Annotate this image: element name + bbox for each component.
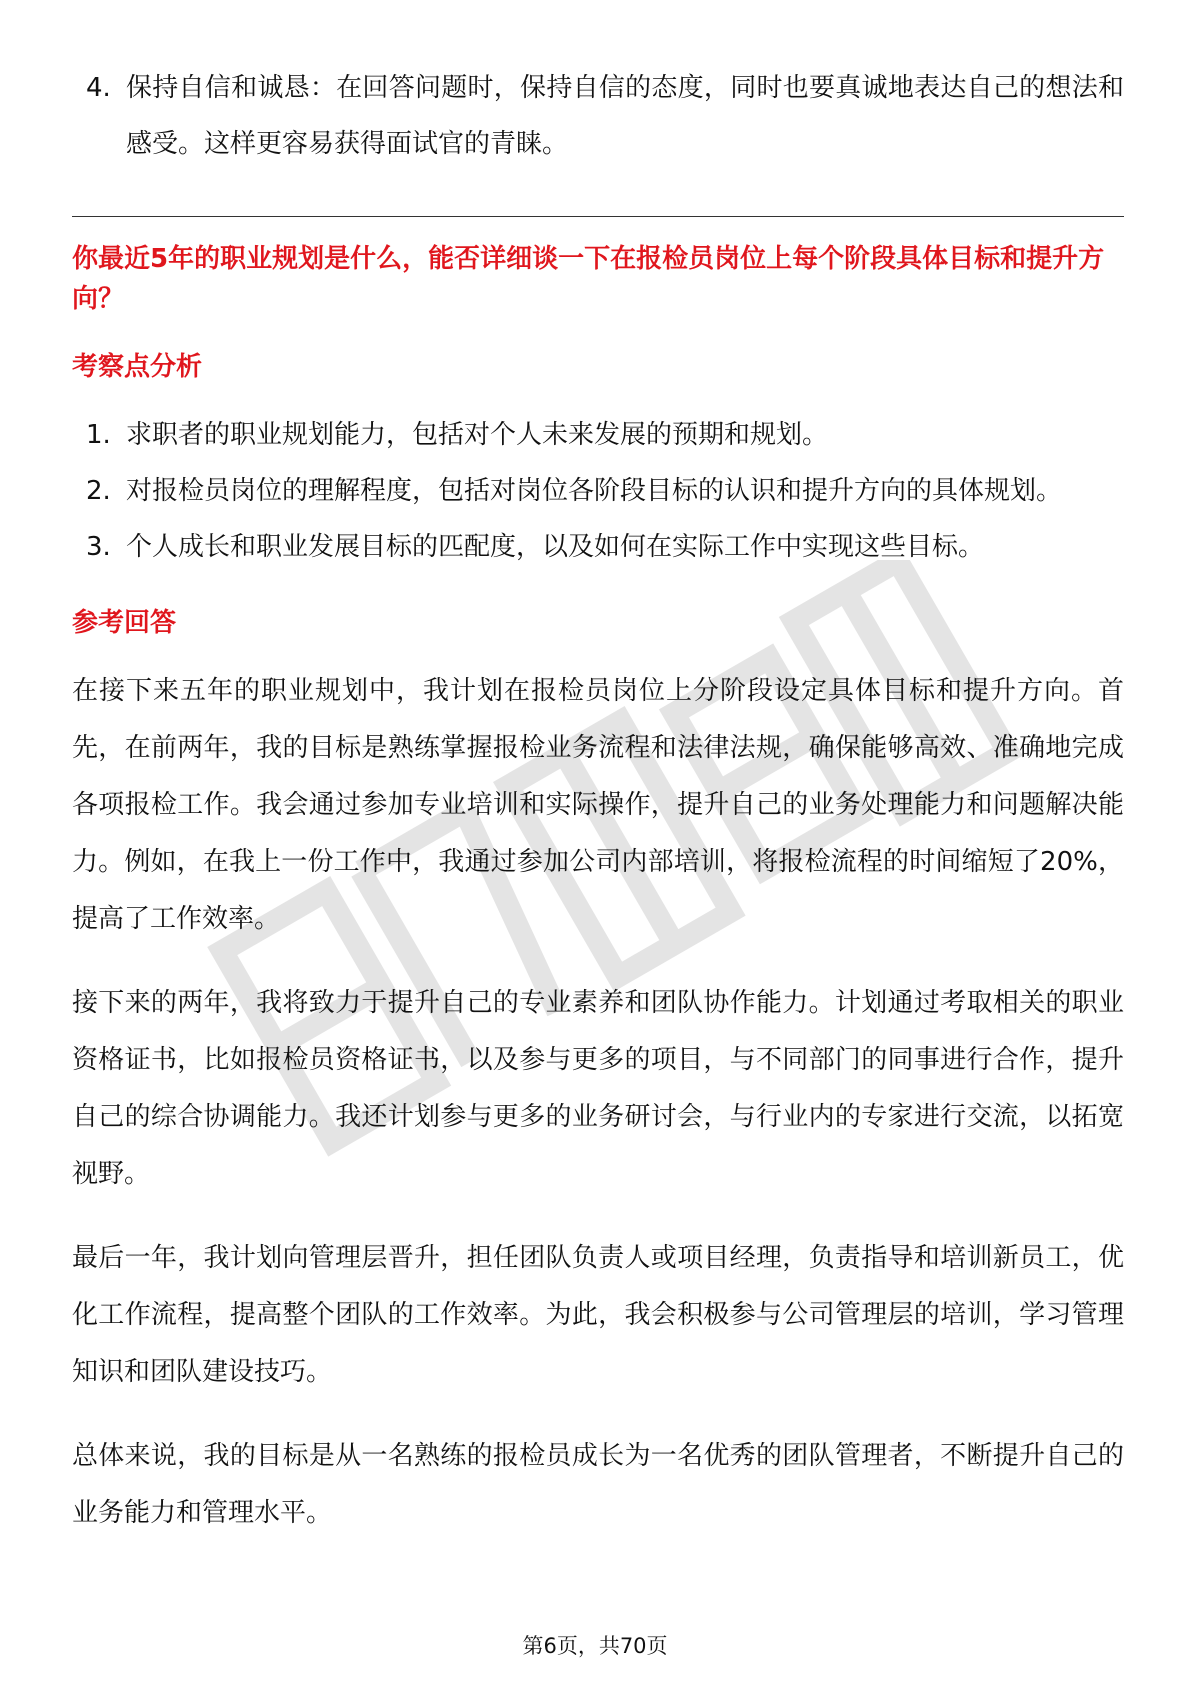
analysis-list [72,407,1124,575]
analysis-heading: 考察点分析 [72,352,203,382]
answer-heading: 参考回答 [72,608,177,638]
list-item [72,60,1124,172]
page-content [72,60,1124,1542]
section-divider [72,216,1124,217]
list-item-text: 求职者的职业规划能力，包括对个人未来发展的预期和规划。 [126,420,829,450]
answer-paragraph-4: 总体来说，我的目标是从一名熟练的报检员成长为一名优秀的团队管理者，不断提升自己的业务能力和管理水平。 [72,1441,1124,1528]
list-item-text: 保持自信和诚恳：在回答问题时，保持自信的态度，同时也要真诚地表达自己的想法和感受。这样更容易获得面试官的青睐。 [126,73,1124,159]
question-heading: 你最近5年的职业规划是什么，能否详细谈一下在报检员岗位上每个阶段具体目标和提升方向？ [72,244,1105,314]
page-number-footer: 第6页，共70页 [522,1634,668,1658]
answer-paragraph-2: 接下来的两年，我将致力于提升自己的专业素养和团队协作能力。计划通过考取相关的职业资格证书，比如报检员资格证书，以及参与更多的项目，与不同部门的同事进行合作，提升自己的综合协调能力。我还计划参与更多的业务研讨会，与行业内的专家进行交流，以拓宽视野。 [72,988,1124,1189]
list-item-number: 1. [86,420,111,450]
answer-paragraph-3: 最后一年，我计划向管理层晋升，担任团队负责人或项目经理，负责指导和培训新员工，优化工作流程，提高整个团队的工作效率。为此，我会积极参与公司管理层的培训，学习管理知识和团队建设技巧。 [72,1243,1124,1387]
top-list [72,60,1124,172]
list-item-number: 4. [86,73,111,103]
list-item-number: 3. [86,532,111,562]
list-item [72,519,1124,575]
answer-paragraph-1: 在接下来五年的职业规划中，我计划在报检员岗位上分阶段设定具体目标和提升方向。首先，在前两年，我的目标是熟练掌握报检业务流程和法律法规，确保能够高效、准确地完成各项报检工作。我会通过参加专业培训和实际操作，提升自己的业务处理能力和问题解决能力。例如，在我上一份工作中，我通过参加公司内部培训，将报检流程的时间缩短了20%，提高了工作效率。 [72,676,1124,934]
list-item-text: 对报检员岗位的理解程度，包括对岗位各阶段目标的认识和提升方向的具体规划。 [126,476,1063,506]
list-item [72,463,1124,519]
list-item [72,407,1124,463]
list-item-number: 2. [86,476,111,506]
list-item-text: 个人成长和职业发展目标的匹配度，以及如何在实际工作中实现这些目标。 [126,532,985,562]
